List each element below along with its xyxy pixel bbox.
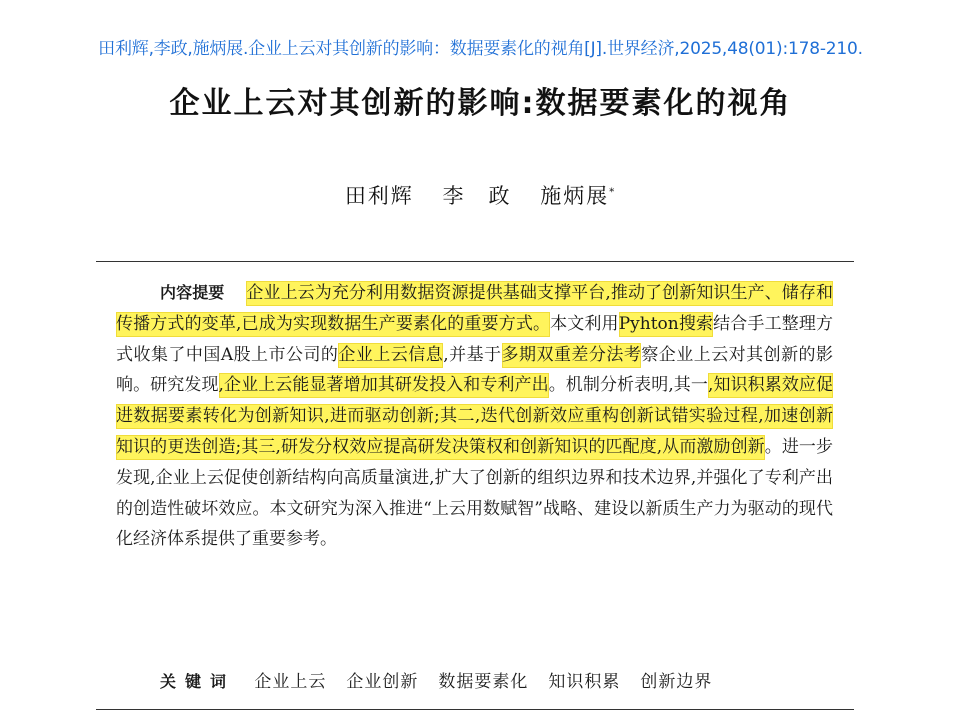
citation-line[interactable]: 田利辉,李政,施炳展.企业上云对其创新的影响：数据要素化的视角[J].世界经济,2025,48(01):178-210.	[98, 39, 863, 59]
abstract	[116, 278, 833, 555]
abstract-text: 结合手工整理方式收集了中国A股上市公司的	[116, 313, 833, 365]
highlighted-text: Pyhton搜索	[619, 312, 713, 337]
highlighted-text: 多期双重差分法考	[502, 343, 642, 368]
highlighted-text: ,企业上云能显著增加其研发投入和专利产出	[219, 373, 549, 398]
keyword: 数据要素化	[438, 672, 529, 692]
bottom-divider	[96, 709, 854, 710]
abstract-label: 内容提要	[160, 283, 225, 302]
keyword: 创新边界	[640, 672, 713, 692]
abstract-text: 。机制分析表明,其一	[548, 375, 708, 396]
keywords-label: 关键词	[160, 672, 236, 691]
keywords-row	[160, 667, 732, 692]
highlighted-text: 企业上云为充分利用数据资源提供基础支撑平台,推动了创新知识生产、储存和传播方式的变革,已成为实现数据生产要素化的重要方式。	[116, 281, 833, 337]
page-title: 企业上云对其创新的影响:数据要素化的视角	[169, 86, 792, 121]
abstract-text: ,并基于	[443, 344, 502, 365]
keyword: 企业上云	[254, 672, 327, 692]
abstract-text: 。进一步发现,企业上云促使创新结构向高质量演进,扩大了创新的组织边界和技术边界,并强化了专利产出的创造性破坏效应。本文研究为深入推进“上云用数赋智”战略、建设以新质生产力为驱动的现代化经济体系提供了重要参考。	[116, 436, 833, 550]
author-name: 田利辉	[344, 184, 414, 208]
highlighted-text: 企业上云信息	[338, 343, 443, 368]
keyword: 知识积累	[548, 672, 621, 692]
top-divider	[96, 261, 854, 262]
abstract-text: 察企业上云对其创新的影响。研究发现	[116, 344, 834, 396]
highlighted-text: ,知识积累效应促进数据要素转化为创新知识,进而驱动创新;其二,迭代创新效应重构创新试错实验过程,加速创新知识的更迭创造;其三,研发分权效应提高研发决策权和创新知识的匹配度,从而激励创新	[116, 373, 833, 460]
abstract-text: 本文利用	[550, 313, 619, 334]
author-name: 李 政	[442, 184, 512, 208]
author-name: 施炳展*	[540, 184, 617, 208]
keywords-list	[254, 672, 732, 692]
author-footnote-mark: *	[609, 187, 617, 198]
author-list	[0, 180, 961, 210]
abstract-body	[116, 281, 833, 549]
keyword: 企业创新	[346, 672, 419, 692]
